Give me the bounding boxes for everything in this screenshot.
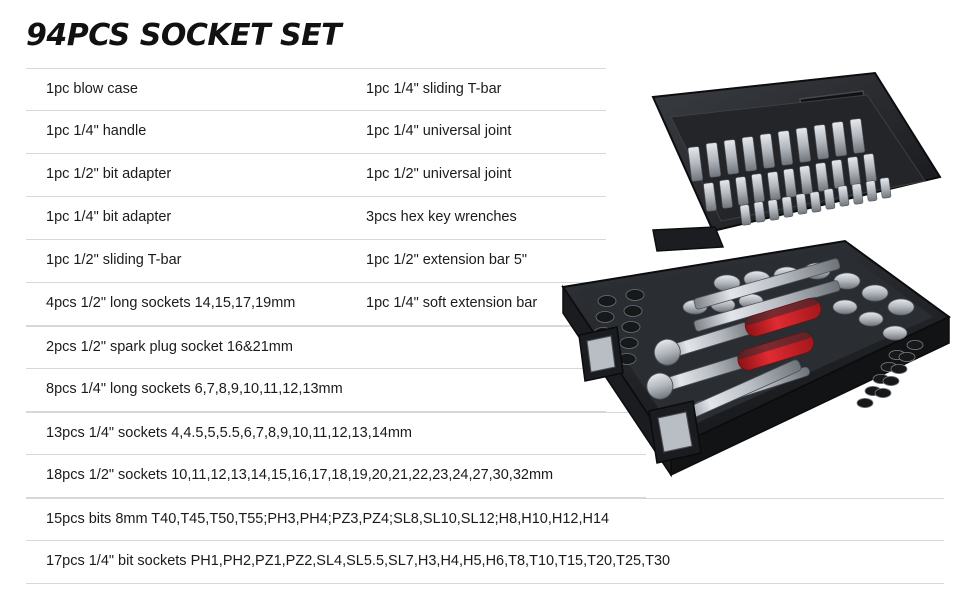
- spec-cell-left: 1pc 1/4" bit adapter: [46, 209, 172, 226]
- spec-row-group-narrow: [26, 326, 606, 412]
- page-title: 94PCS SOCKET SET: [26, 18, 342, 53]
- spec-cell-full: 18pcs 1/2" sockets 10,11,12,13,14,15,16,17,18,19,20,21,22,23,24,27,30,32mm: [46, 467, 554, 484]
- spec-cell-full: 17pcs 1/4" bit sockets PH1,PH2,PZ1,PZ2,SL4,SL5.5,SL7,H3,H4,H5,H6,T8,T10,T15,T20,T25,T30: [46, 553, 671, 570]
- spec-cell-right: 1pc 1/2" universal joint: [366, 166, 512, 183]
- spec-cell-left: 1pc blow case: [46, 80, 138, 97]
- table-row: [26, 369, 606, 412]
- spec-cell-right: 1pc 1/2" extension bar 5": [366, 252, 528, 269]
- spec-cell-right: 1pc 1/4" soft extension bar: [366, 295, 538, 312]
- table-row: [26, 541, 944, 584]
- table-row: [26, 283, 606, 326]
- spec-cell-right: 1pc 1/4" universal joint: [366, 123, 512, 140]
- spec-cell-full: 2pcs 1/2" spark plug socket 16&21mm: [46, 338, 293, 355]
- table-row: [26, 68, 606, 111]
- spec-cell-full: 15pcs bits 8mm T40,T45,T50,T55;PH3,PH4;PZ3,PZ4;SL8,SL10,SL12;H8,H10,H12,H14: [46, 510, 610, 527]
- table-row: [26, 326, 606, 369]
- spec-cell-full: 8pcs 1/4" long sockets 6,7,8,9,10,11,12,13mm: [46, 381, 343, 398]
- spec-cell-left: 1pc 1/4" handle: [46, 123, 147, 140]
- spec-cell-right: 1pc 1/4" sliding T-bar: [366, 80, 502, 97]
- spec-cell-left: 4pcs 1/2" long sockets 14,15,17,19mm: [46, 295, 296, 312]
- table-row: [26, 240, 606, 283]
- spec-cell-left: 1pc 1/2" bit adapter: [46, 166, 172, 183]
- table-row: [26, 154, 606, 197]
- spec-cell-right: 3pcs hex key wrenches: [366, 209, 517, 226]
- socket-set-case-photo: [545, 55, 960, 515]
- spec-table-two-column: [26, 68, 606, 326]
- spec-cell-left: 1pc 1/2" sliding T-bar: [46, 252, 182, 269]
- table-row: [26, 111, 606, 154]
- table-row: [26, 197, 606, 240]
- spec-cell-full: 13pcs 1/4" sockets 4,4.5,5,5.5,6,7,8,9,10,11,12,13,14mm: [46, 424, 413, 441]
